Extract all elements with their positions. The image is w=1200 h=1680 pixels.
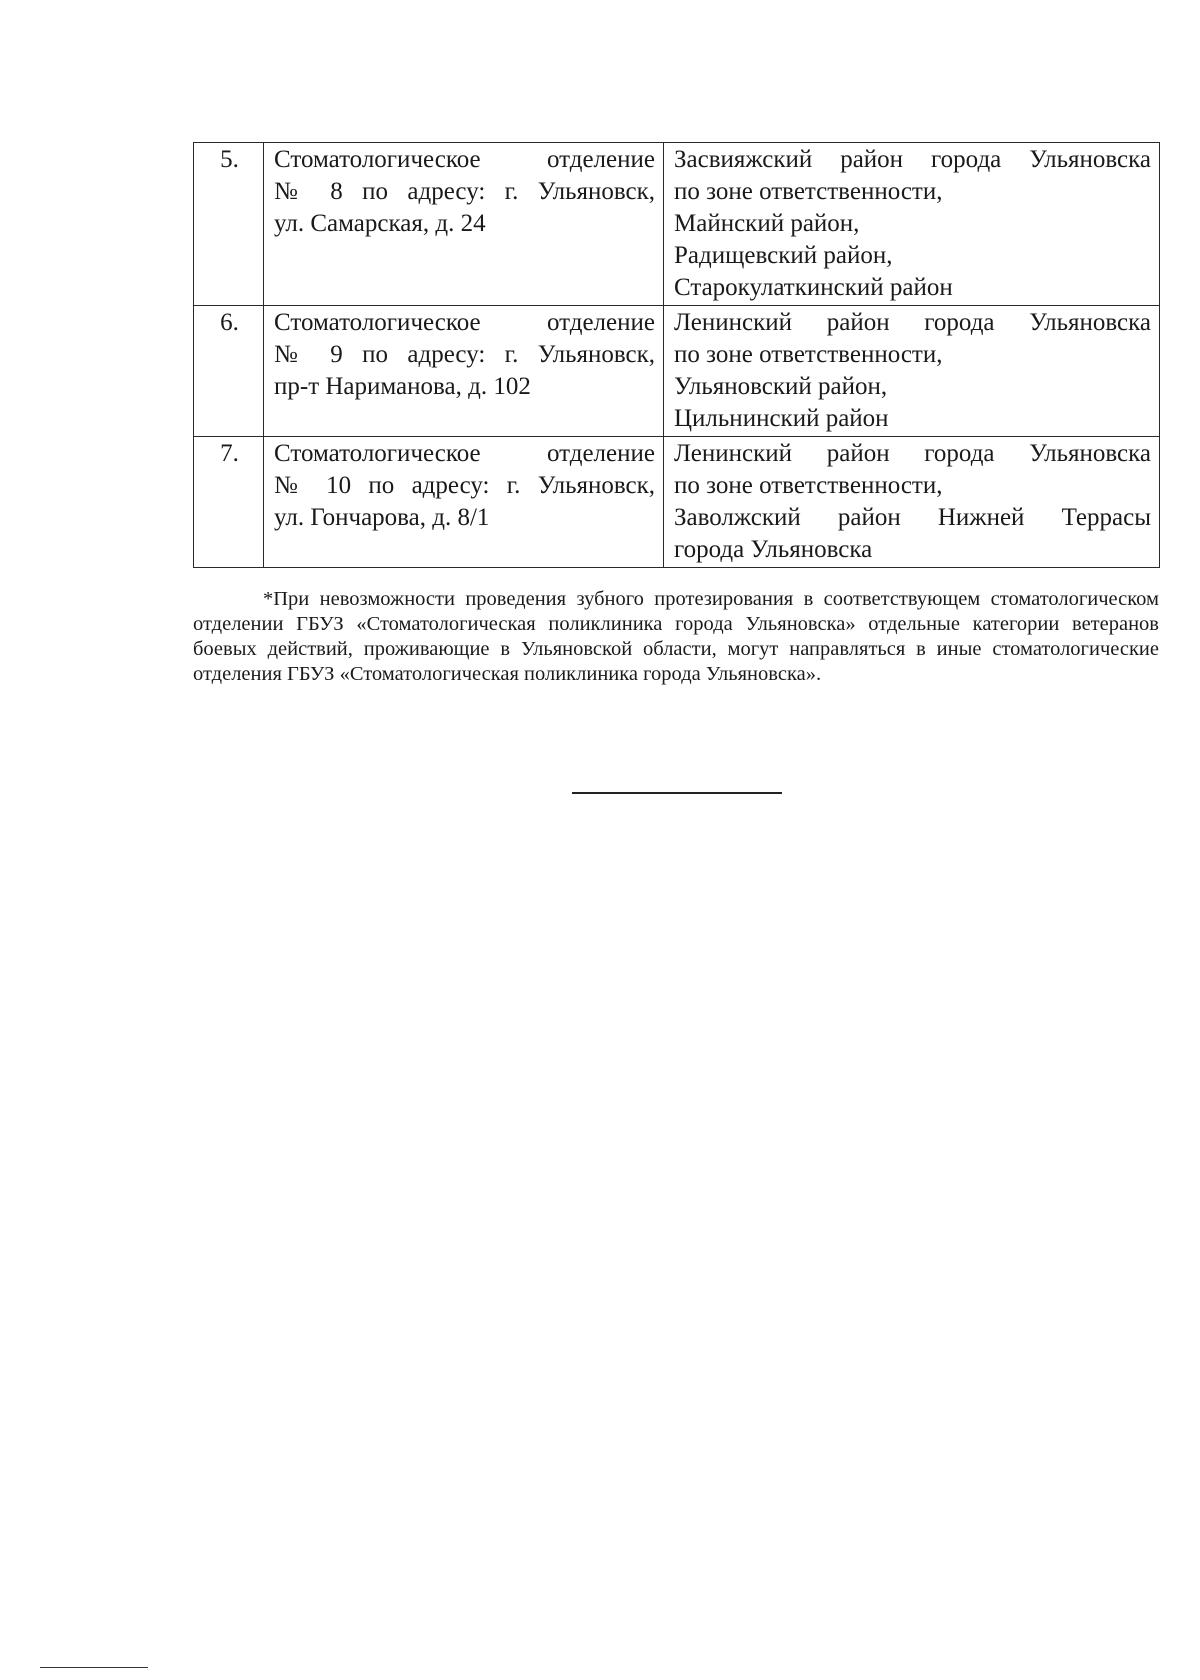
department-line: пр-т Нариманова, д. 102 [274,373,531,400]
service-area-line: Ленинский район города Ульяновска [674,309,1151,336]
service-area-line: Майнский район, [674,210,860,237]
department-line: Стоматологическое отделение [274,146,655,173]
department-line: ул. Самарская, д. 24 [274,210,486,237]
service-area-line: по зоне ответственности, [674,178,943,205]
service-area-line: Радищевский район, [674,242,893,269]
department-cell [264,306,664,437]
service-area-cell [664,306,1160,437]
service-area-line: Засвияжский район города Ульяновска [674,146,1151,173]
service-area-line: Ленинский район города Ульяновска [674,440,1151,467]
department-cell [264,437,664,568]
row-number: 7. [194,437,264,568]
service-area-cell [664,143,1160,306]
service-area-line: города Ульяновска [674,536,873,563]
table-row [194,437,1160,568]
dental-departments-table [193,142,1160,568]
department-line: ул. Гончарова, д. 8/1 [274,504,490,531]
service-area-cell [664,437,1160,568]
row-number: 5. [194,143,264,306]
department-line: Стоматологическое отделение [274,309,655,336]
service-area-line: Старокулаткинский район [674,274,953,301]
service-area-line: Заволжский район Нижней Террасы [674,504,1151,531]
service-area-line: Цильнинский район [674,405,889,432]
bottom-margin-rule [40,1667,148,1668]
service-area-line: по зоне ответственности, [674,341,943,368]
service-area-line: по зоне ответственности, [674,472,943,499]
document-end-rule [572,792,782,794]
footnote: *При невозможности проведения зубного протезирования в соответствующем стоматологическом отделении ГБУЗ «Стоматологическая поликлиника города Ульяновска» отдельные категории ветеранов боевых действий, проживающие в Ульяновской области, могут направляться в иные стоматологические отделения ГБУЗ «Стоматологическая поликлиника города Ульяновска». [193,587,1159,685]
service-area-line: Ульяновский район, [674,373,888,400]
department-line: № 8 по адресу: г. Ульяновск, [274,178,655,205]
table-row [194,143,1160,306]
row-number: 6. [194,306,264,437]
department-line: Стоматологическое отделение [274,440,655,467]
department-cell [264,143,664,306]
table-row [194,306,1160,437]
department-line: № 9 по адресу: г. Ульяновск, [274,341,655,368]
department-line: № 10 по адресу: г. Ульяновск, [274,472,655,499]
